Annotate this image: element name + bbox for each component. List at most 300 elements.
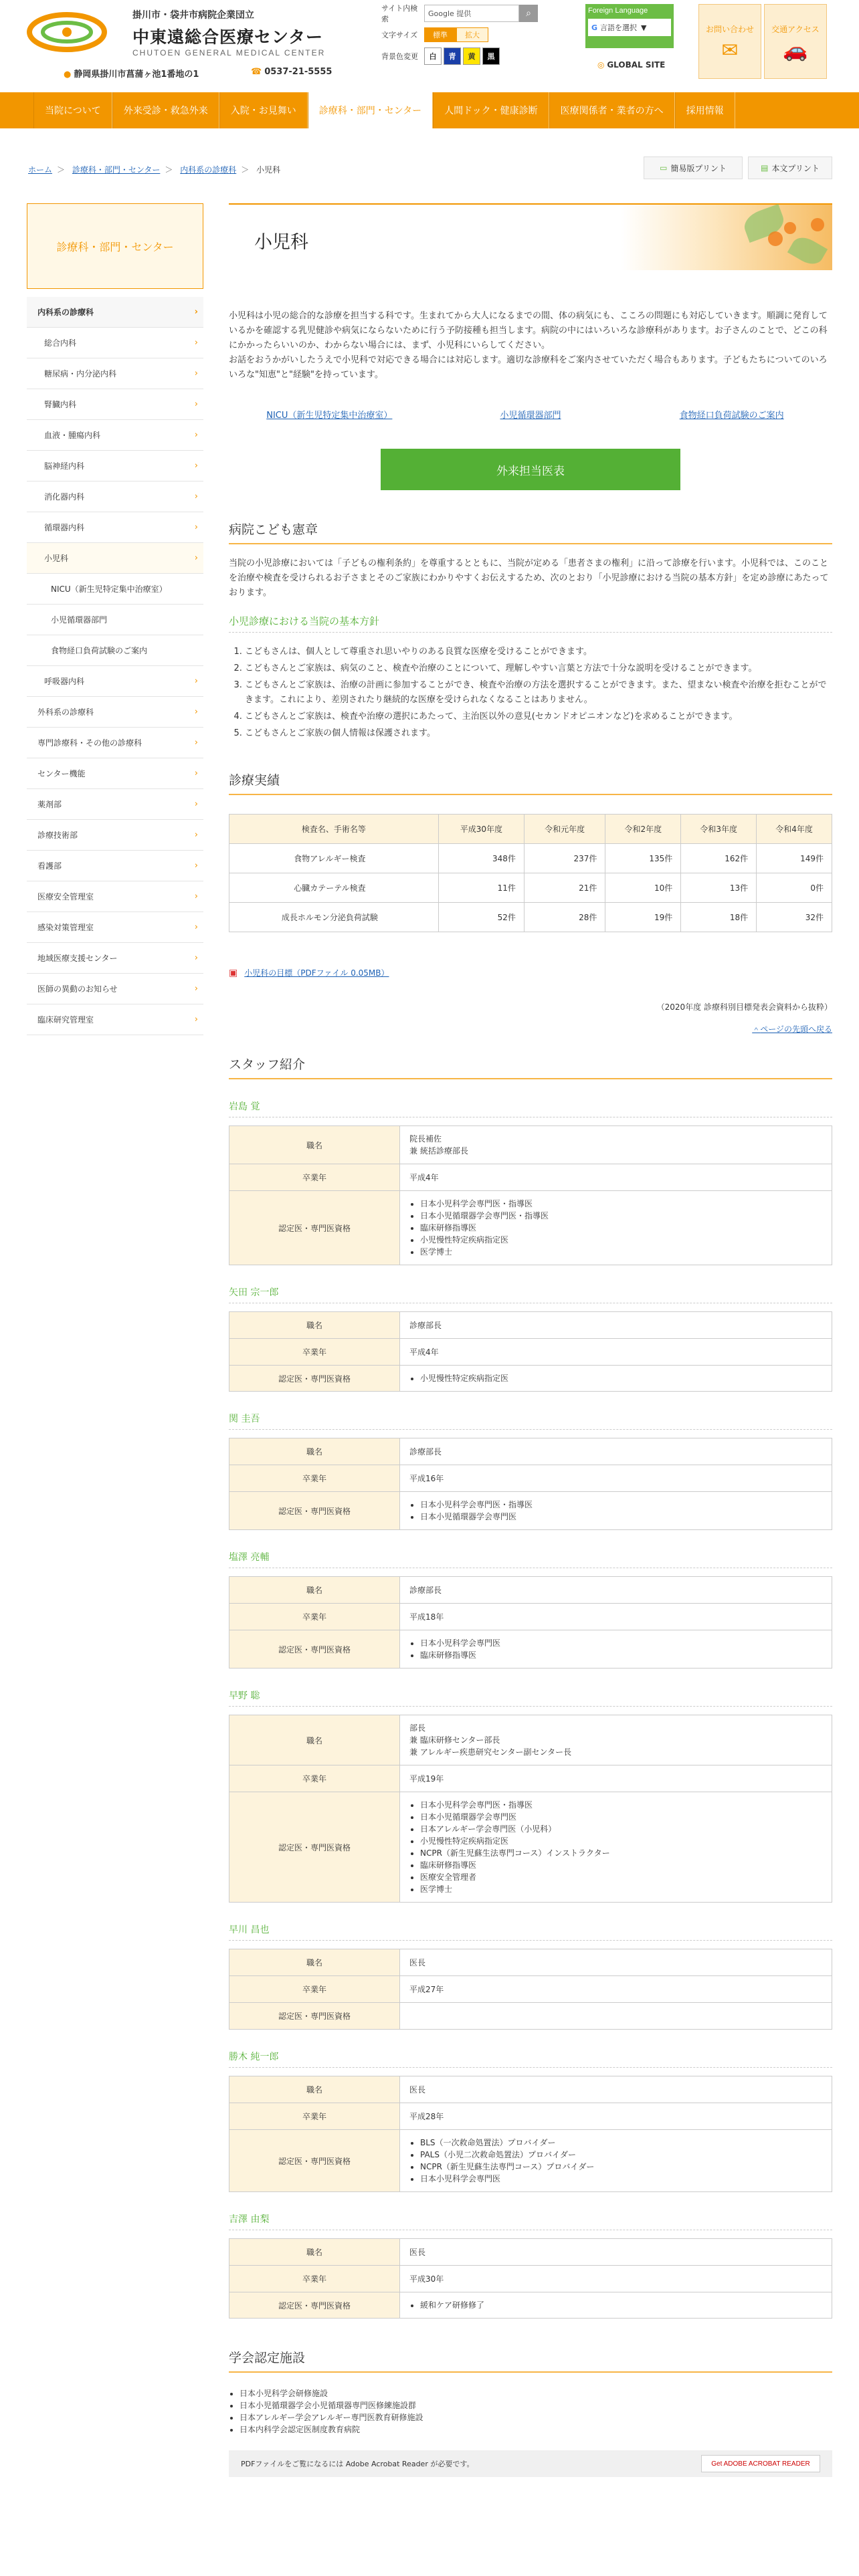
cert-list [409, 1372, 822, 1384]
font-large-button[interactable]: 拡大 [456, 27, 488, 42]
intro-paragraph: お話をおうかがいしたうえで小児科で対応できる場合には対応します。適切な診療科をご案内させていただく場合もあります。子どもたちについてのいろいろな"知恵"と"経験"を持っています。 [229, 355, 828, 380]
table-cell: 食物アレルギー検査 [229, 844, 439, 873]
staff-position-line: 診療部長 [409, 1585, 442, 1595]
sidebar-item-label: 感染対策管理室 [37, 923, 94, 932]
staff-year: 平成18年 [409, 1612, 444, 1622]
address-text: 静岡県掛川市菖蒲ヶ池1番地の1 [74, 70, 199, 80]
charter-text: 当院の小児診療においては「子どもの権利条約」を尊重するとともに、当院が定める「患者さまの権利」に沿って診療を行います。小児科では、このことを治療や検査を受けられるお子さまとそのご家族にわかりやすくお伝えするため、次のとおり「小児診療における当院の基本方針」を定め診療にあたっております。 [229, 558, 829, 598]
contact-label: お問い合わせ [705, 25, 754, 34]
cert-list [409, 1799, 822, 1895]
contact-button[interactable] [698, 4, 761, 79]
simple-print-label: 簡易版プリント [670, 163, 727, 173]
staff-value [400, 1438, 832, 1465]
table-row [229, 1492, 832, 1530]
facility-heading: 学会認定施設 [229, 2348, 832, 2373]
table-header-row [229, 815, 832, 844]
list-item: • 日本小児循環器学会小児循環器専門医修練施設群 [240, 2399, 832, 2411]
breadcrumb-separator-icon: ＞ [241, 165, 250, 175]
link-pediatric-cardiology[interactable]: 小児循環器部門 [500, 411, 561, 421]
list-item: • NCPR（新生児蘇生法専門コース）インストラクター [420, 1847, 822, 1859]
sidebar-item-label: 脳神経内科 [44, 461, 85, 471]
global-site-link[interactable] [597, 60, 665, 70]
staff-year: 平成4年 [409, 1172, 439, 1182]
staff-value [400, 2239, 832, 2266]
nav-checkup[interactable]: 人間ドック・健康診断 [433, 92, 549, 128]
phone-icon: ☎ [251, 67, 262, 77]
table-header: 令和元年度 [524, 815, 605, 844]
staff-value [400, 1715, 832, 1765]
table-row [229, 2003, 832, 2030]
table-row [229, 1792, 832, 1903]
table-row [229, 1715, 832, 1765]
table-header: 令和3年度 [681, 815, 757, 844]
staff-value [400, 1126, 832, 1164]
staff-name: 関 圭吾 [229, 1412, 832, 1430]
sidebar-item[interactable] [27, 851, 203, 881]
table-row [229, 2076, 832, 2103]
table-row [229, 2103, 832, 2130]
table-header: 令和4年度 [757, 815, 832, 844]
staff-label: 卒業年 [229, 1765, 400, 1792]
policy-item: 1. こどもさんは、個人として尊重され思いやりのある良質な医療を受けることができます。 [245, 645, 832, 659]
chevron-right-icon: › [194, 922, 198, 932]
staff-position-line: 兼 アレルギー疾患研究センター副センター長 [409, 1747, 572, 1757]
bg-color-label: 背景色変更 [381, 52, 418, 61]
breadcrumb-separator-icon: ＞ [165, 165, 173, 175]
staff-year: 平成4年 [409, 1347, 439, 1357]
document-icon: ▤ [761, 163, 769, 173]
table-row [229, 1366, 832, 1392]
intro-text [229, 309, 832, 383]
google-icon: G [591, 23, 598, 32]
table-row [229, 2239, 832, 2266]
staff-value [400, 1492, 832, 1530]
sidebar [27, 203, 203, 1035]
sidebar-item[interactable] [27, 697, 203, 728]
staff-name: 吉澤 由梨 [229, 2212, 832, 2230]
sidebar-item[interactable] [27, 789, 203, 820]
chevron-right-icon: › [194, 1014, 198, 1025]
sidebar-item-label: 外科系の診療科 [37, 708, 94, 717]
chevron-right-icon: › [194, 399, 198, 409]
staff-label: 認定医・専門医資格 [229, 2130, 400, 2192]
foreign-language-label: Foreign Language [588, 7, 648, 15]
simple-print-button[interactable] [644, 156, 743, 179]
cert-list [409, 2299, 822, 2311]
sidebar-item-label: 呼吸器内科 [44, 677, 85, 686]
staff-value [400, 2130, 832, 2192]
outpatient-schedule-button[interactable]: 外来担当医表 [381, 449, 680, 490]
list-item: • 日本小児科学会専門医・指導医 [420, 1799, 822, 1811]
sidebar-item[interactable] [27, 451, 203, 481]
org-name[interactable]: 中東遠総合医療センター [132, 27, 324, 47]
chevron-right-icon: › [194, 861, 198, 871]
sidebar-item-label: 血液・腫瘍内科 [44, 431, 101, 440]
chevron-right-icon: › [194, 307, 198, 317]
page-title: 小児科 [254, 232, 308, 253]
site-header [0, 0, 859, 92]
main-content [229, 203, 832, 2477]
results-heading: 診療実績 [229, 770, 832, 795]
staff-table [229, 1576, 832, 1669]
table-row [229, 1949, 832, 1976]
table-row [229, 2266, 832, 2292]
staff-year: 平成30年 [409, 2274, 444, 2284]
sidebar-item[interactable] [27, 974, 203, 1004]
fruit-decoration [784, 222, 796, 234]
breadcrumb-departments[interactable]: 診療科・部門・センター [72, 165, 161, 175]
intro-paragraph: 小児科は小児の総合的な診療を担当する科です。生まれてから大人になるまでの間、体の病気にも、こころの問題にも対応していきます。順調に発育しているかを確認する乳児健診や病気にならないために行う予防接種も担当します。病院の中にはいろいろな診療科があります。お子さんのことで、どこの科にかかったらいいのか、わからない場合には、まず、小児科にいらしてください。 [229, 311, 828, 350]
sidebar-item-label: 腎臓内科 [44, 400, 77, 409]
sub-links [229, 408, 832, 421]
staff-position-line: 院長補佐 [409, 1134, 442, 1144]
table-cell: 149件 [757, 844, 832, 873]
staff-label: 認定医・専門医資格 [229, 1191, 400, 1265]
staff-name: 早野 聡 [229, 1689, 832, 1707]
list-item: • 医学博士 [420, 1883, 822, 1895]
list-item: • 日本小児科学会専門医・指導医 [420, 1198, 822, 1210]
staff-value [400, 2292, 832, 2319]
sidebar-item[interactable] [27, 481, 203, 512]
sidebar-item-label: 内科系の診療科 [37, 308, 94, 317]
page-title-band [229, 203, 832, 270]
list-item: • 日本小児循環器学会専門医 [420, 1811, 822, 1823]
policy-item: 5. こどもさんとご家族の個人情報は保護されます。 [245, 726, 832, 741]
staff-year: 平成28年 [409, 2111, 444, 2121]
table-cell: 18件 [681, 903, 757, 932]
sidebar-item[interactable] [27, 543, 203, 574]
language-select[interactable] [588, 19, 671, 36]
staff-year: 平成16年 [409, 1473, 444, 1483]
chevron-right-icon: › [194, 338, 198, 348]
staff-position-line: 兼 臨床研修センター部長 [409, 1735, 500, 1745]
sidebar-item[interactable] [27, 605, 203, 635]
staff-table [229, 1438, 832, 1530]
sidebar-item[interactable] [27, 881, 203, 912]
table-row [229, 1164, 832, 1191]
table-cell: 心臓カテーテル検査 [229, 873, 439, 903]
list-item: • 日本内科学会認定医制度教育病院 [240, 2424, 832, 2436]
phone-text: 0537-21-5555 [264, 67, 332, 77]
staff-position-line: 部長 [409, 1723, 426, 1733]
sidebar-item[interactable] [27, 297, 203, 328]
access-button[interactable] [764, 4, 827, 79]
table-row [229, 1604, 832, 1630]
policy-item: 4. こどもさんとご家族は、検査や治療の選択にあたって、主治医以外の意見(セカンドオピニオンなど)を求めることができます。 [245, 710, 832, 724]
list-item: • NCPR（新生児蘇生法専門コース）プロバイダー [420, 2161, 822, 2173]
table-cell: 162件 [681, 844, 757, 873]
table-header: 令和2年度 [605, 815, 681, 844]
global-nav [0, 92, 859, 128]
sidebar-item[interactable] [27, 512, 203, 543]
staff-label: 職名 [229, 1438, 400, 1465]
link-nicu[interactable]: NICU（新生児特定集中治療室） [266, 411, 393, 421]
staff-heading: スタッフ紹介 [229, 1055, 832, 1079]
table-row [229, 1126, 832, 1164]
back-to-top-text: ページの先頭へ戻る [760, 1025, 832, 1034]
link-food-challenge[interactable]: 食物経口負荷試験のご案内 [679, 411, 784, 421]
car-icon: 🚗 [783, 39, 808, 62]
sidebar-item-label: 小児科 [44, 554, 69, 563]
bg-white-button[interactable]: 白 [424, 47, 442, 65]
sidebar-title[interactable]: 診療科・部門・センター [27, 203, 203, 289]
staff-value [400, 2003, 832, 2030]
sidebar-item-label: 臨床研究管理室 [37, 1015, 94, 1025]
staff-label: 認定医・専門医資格 [229, 2292, 400, 2319]
table-row [229, 1765, 832, 1792]
staff-table [229, 2076, 832, 2192]
chevron-right-icon: › [194, 738, 198, 748]
table-header: 検査名、手術名等 [229, 815, 439, 844]
sidebar-item[interactable] [27, 389, 203, 420]
pdf-icon: ▣ [229, 967, 238, 978]
list-item: • 日本小児科学会専門医 [420, 2173, 822, 2185]
staff-value [400, 1191, 832, 1265]
table-cell: 19件 [605, 903, 681, 932]
nav-medical-staff[interactable]: 医療関係者・業者の方へ [549, 92, 675, 128]
staff-value [400, 2076, 832, 2103]
breadcrumb-current: 小児科 [256, 165, 281, 175]
table-cell: 348件 [438, 844, 524, 873]
table-cell: 52件 [438, 903, 524, 932]
sidebar-item[interactable] [27, 574, 203, 605]
staff-label: 卒業年 [229, 2103, 400, 2130]
staff-label: 職名 [229, 2239, 400, 2266]
staff-label: 認定医・専門医資格 [229, 2003, 400, 2030]
table-cell: 28件 [524, 903, 605, 932]
table-row [229, 2130, 832, 2192]
hospital-logo[interactable] [27, 5, 107, 58]
table-header: 平成30年度 [438, 815, 524, 844]
cert-list [409, 1499, 822, 1523]
back-to-top-link[interactable] [229, 1023, 832, 1035]
mail-icon: ✉ [721, 39, 739, 62]
staff-value [400, 1339, 832, 1366]
table-row [229, 873, 832, 903]
nav-departments[interactable]: 診療科・部門・センター [308, 92, 433, 128]
staff-label: 卒業年 [229, 1465, 400, 1492]
chevron-right-icon: › [194, 461, 198, 471]
chevron-right-icon: › [194, 953, 198, 963]
address [64, 67, 199, 80]
list-item: • 臨床研修指導医 [420, 1222, 822, 1234]
sidebar-item[interactable] [27, 820, 203, 851]
list-item: • 医療安全管理者 [420, 1871, 822, 1883]
staff-name: 勝木 純一郎 [229, 2050, 832, 2068]
map-pin-icon: ● [64, 70, 72, 80]
sidebar-item[interactable] [27, 758, 203, 789]
list-item: • PALS（小児二次救命処置法）プロバイダー [420, 2149, 822, 2161]
staff-label: 職名 [229, 2076, 400, 2103]
sidebar-item[interactable] [27, 635, 203, 666]
sidebar-item-label: 医師の異動のお知らせ [37, 984, 118, 994]
chevron-right-icon: › [194, 707, 198, 717]
staff-year: 平成19年 [409, 1774, 444, 1784]
staff-value [400, 1366, 832, 1392]
font-standard-button[interactable]: 標準 [424, 27, 456, 42]
chevron-right-icon: › [194, 492, 198, 502]
bg-black-button[interactable]: 黒 [482, 47, 500, 65]
text-print-button[interactable] [748, 156, 832, 179]
pdf-link[interactable]: 小児科の目標（PDFファイル 0.05MB） [244, 968, 389, 978]
chevron-up-icon: ＾ [752, 1025, 761, 1034]
table-row [229, 844, 832, 873]
facility-list [229, 2387, 832, 2436]
staff-label: 職名 [229, 1949, 400, 1976]
org-name-en: CHUTOEN GENERAL MEDICAL CENTER [132, 48, 326, 58]
chevron-down-icon: ▼ [641, 23, 647, 32]
staff-value [400, 1577, 832, 1604]
staff-value [400, 1465, 832, 1492]
nav-outpatient[interactable]: 外来受診・救急外来 [112, 92, 219, 128]
acrobat-notice [229, 2450, 832, 2477]
sidebar-item-label: NICU（新生児特定集中治療室） [51, 584, 167, 594]
staff-table [229, 1311, 832, 1392]
staff-label: 卒業年 [229, 2266, 400, 2292]
staff-name: 塩澤 亮輔 [229, 1550, 832, 1568]
list-item: • 日本小児循環器学会専門医 [420, 1511, 822, 1523]
search-button[interactable] [519, 5, 538, 22]
staff-table [229, 2238, 832, 2319]
breadcrumb-separator-icon: ＞ [57, 165, 66, 175]
language-select-text: 言語を選択 [600, 23, 638, 32]
sidebar-item[interactable] [27, 328, 203, 358]
sidebar-item-label: 小児循環器部門 [51, 615, 108, 625]
acrobat-reader-badge[interactable]: Get ADOBE ACROBAT READER [701, 2455, 820, 2472]
sidebar-item[interactable] [27, 1004, 203, 1035]
sidebar-item-label: 食物経口負荷試験のご案内 [51, 645, 148, 655]
chevron-right-icon: › [194, 830, 198, 840]
policy-heading: 小児診療における当院の基本方針 [229, 614, 832, 633]
sidebar-item-label: 診療技術部 [37, 831, 78, 840]
chevron-right-icon: › [194, 799, 198, 809]
acrobat-note: PDFファイルをご覧になるには Adobe Acrobat Reader が必要です。 [241, 2460, 474, 2468]
nav-inpatient[interactable]: 入院・お見舞い [219, 92, 308, 128]
table-row [229, 1630, 832, 1669]
sidebar-item[interactable] [27, 728, 203, 758]
sidebar-item[interactable] [27, 358, 203, 389]
table-cell: 11件 [438, 873, 524, 903]
header-tools [381, 5, 575, 70]
chevron-right-icon: › [194, 891, 198, 901]
chevron-right-icon: › [194, 553, 198, 563]
table-cell: 0件 [757, 873, 832, 903]
sidebar-item-label: 地域医療支援センター [37, 954, 118, 963]
sidebar-item[interactable] [27, 666, 203, 697]
access-label: 交通アクセス [771, 25, 820, 34]
staff-value [400, 1312, 832, 1339]
cert-list [409, 1637, 822, 1661]
nav-recruit[interactable]: 採用情報 [675, 92, 735, 128]
table-cell: 21件 [524, 873, 605, 903]
table-cell: 10件 [605, 873, 681, 903]
sidebar-list [27, 297, 203, 1035]
sidebar-item-label: 消化器内科 [44, 492, 85, 502]
staff-name: 岩島 覚 [229, 1099, 832, 1117]
chevron-right-icon: › [194, 676, 198, 686]
staff-list [229, 1099, 832, 2319]
sidebar-item[interactable] [27, 420, 203, 451]
staff-label: 認定医・専門医資格 [229, 1366, 400, 1392]
policy-item: 2. こどもさんとご家族は、病気のこと、検査や治療のことについて、理解しやすい言葉と方法で十分な説明を受けることができます。 [245, 661, 832, 676]
bg-yellow-button[interactable]: 黄 [463, 47, 480, 65]
sidebar-item-label: 総合内科 [44, 338, 77, 348]
foreign-language-box [585, 4, 674, 48]
sidebar-item-label: 循環器内科 [44, 523, 85, 532]
list-item: • 緩和ケア研修修了 [420, 2299, 822, 2311]
bg-blue-button[interactable]: 青 [444, 47, 461, 65]
policy-list [229, 645, 832, 741]
staff-table [229, 1949, 832, 2030]
table-row [229, 1312, 832, 1339]
list-item: • 臨床研修指導医 [420, 1649, 822, 1661]
list-item: • 日本小児循環器学会専門医・指導医 [420, 1210, 822, 1222]
cert-list [409, 1198, 822, 1258]
sidebar-item-label: センター機能 [37, 769, 86, 778]
table-row [229, 1339, 832, 1366]
table-row [229, 2292, 832, 2319]
results-table [229, 814, 832, 932]
breadcrumb [28, 164, 280, 175]
table-row [229, 1465, 832, 1492]
table-row [229, 1577, 832, 1604]
list-item: • 医学博士 [420, 1246, 822, 1258]
breadcrumb-internal[interactable]: 内科系の診療科 [180, 165, 237, 175]
list-item: • 日本アレルギー学会専門医（小児科） [420, 1823, 822, 1835]
list-item: • 日本小児科学会研修施設 [240, 2387, 832, 2399]
table-row [229, 1438, 832, 1465]
staff-name: 矢田 宗一郎 [229, 1285, 832, 1303]
table-cell: 32件 [757, 903, 832, 932]
table-cell: 237件 [524, 844, 605, 873]
charter-heading: 病院こども憲章 [229, 520, 832, 544]
fruit-decoration [811, 218, 824, 231]
search-input[interactable]: Google 提供 [424, 5, 519, 22]
sidebar-item-label: 糖尿病・内分泌内科 [44, 369, 117, 379]
staff-label: 卒業年 [229, 1339, 400, 1366]
staff-label: 認定医・専門医資格 [229, 1492, 400, 1530]
staff-value [400, 1604, 832, 1630]
sidebar-item[interactable] [27, 912, 203, 943]
staff-value [400, 2266, 832, 2292]
staff-label: 職名 [229, 1715, 400, 1765]
list-item: • 日本小児科学会専門医 [420, 1637, 822, 1649]
chevron-right-icon: › [194, 984, 198, 994]
fruit-decoration [768, 231, 783, 246]
sidebar-item-label: 医療安全管理室 [37, 892, 94, 901]
sidebar-item-label: 専門診療科・その他の診療科 [37, 738, 142, 748]
staff-value [400, 1164, 832, 1191]
staff-value [400, 1630, 832, 1669]
table-row [229, 1976, 832, 2003]
staff-label: 職名 [229, 1577, 400, 1604]
nav-about[interactable]: 当院について [33, 92, 112, 128]
sidebar-item[interactable] [27, 943, 203, 974]
breadcrumb-home[interactable]: ホーム [28, 165, 53, 175]
staff-table [229, 1715, 832, 1903]
staff-label: 卒業年 [229, 1604, 400, 1630]
staff-label: 卒業年 [229, 1976, 400, 2003]
list-item: • BLS（一次救命処置法）プロバイダー [420, 2137, 822, 2149]
staff-position-line: 兼 統括診療部長 [409, 1146, 468, 1156]
cert-list [409, 2137, 822, 2185]
policy-item: 3. こどもさんとご家族は、治療の計画に参加することができ、検査や治療の方法を選択することができます。また、望まない検査や治療を拒むことができます。これにより、差別されたり継続的な医療を受けられなくなることはありません。 [245, 678, 832, 708]
font-size-label: 文字サイズ [381, 31, 418, 39]
staff-label: 卒業年 [229, 1164, 400, 1191]
staff-value [400, 1976, 832, 2003]
list-item: • 小児慢性特定疾病指定医 [420, 1234, 822, 1246]
list-item: • 日本小児科学会専門医・指導医 [420, 1499, 822, 1511]
